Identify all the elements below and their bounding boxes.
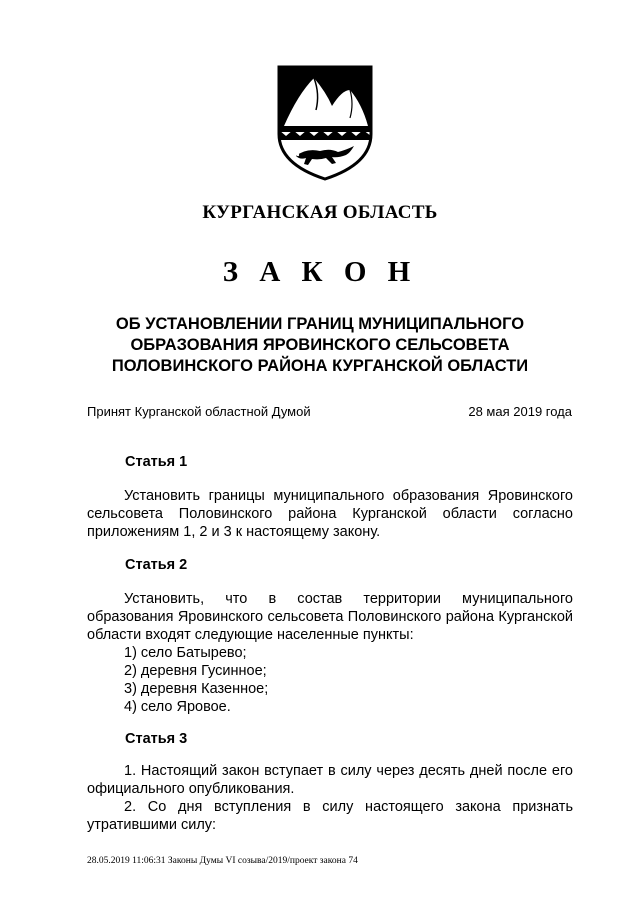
settlement-item: 3) деревня Казенное;: [124, 681, 269, 697]
article-heading: Статья 3: [125, 731, 188, 747]
article-text: Установить границы муниципального образования Яровинского сельсовета Половинского района Курганской области согласно приложениям 1, 2 и 3 к настоящему закону.: [87, 488, 573, 540]
coat-of-arms-icon: [276, 64, 374, 182]
article-clause: 2. Со дня вступления в силу настоящего закона признать утратившими силу:: [87, 799, 573, 833]
law-title-line: ПОЛОВИНСКОГО РАЙОНА КУРГАНСКОЙ ОБЛАСТИ: [111, 357, 529, 375]
article-heading: Статья 2: [125, 557, 188, 573]
law-title: [80, 314, 560, 377]
article-3-body: [87, 762, 573, 834]
adopted-by: Принят Курганской областной Думой: [87, 404, 311, 419]
settlement-item: 2) деревня Гусинное;: [124, 663, 267, 679]
settlement-item: 4) село Яровое.: [124, 699, 231, 715]
document-type: З А К О Н: [222, 256, 418, 288]
law-title-line: ОБРАЗОВАНИЯ ЯРОВИНСКОГО СЕЛЬСОВЕТА: [130, 336, 510, 354]
article-text: Установить, что в состав территории муниципального образования Яровинского сельсовета Половинского района Курганской области входят следующие населенные пункты:: [87, 591, 573, 643]
article-heading: Статья 1: [125, 454, 188, 470]
adoption-date: 28 мая 2019 года: [468, 404, 572, 419]
document-footer: 28.05.2019 11:06:31 Законы Думы VI созыва/2019/проект закона 74: [87, 856, 358, 866]
article-clause: 1. Настоящий закон вступает в силу через десять дней после его официального опубликования.: [87, 763, 573, 797]
article-2-body: [87, 590, 573, 716]
article-1-body: [87, 487, 573, 541]
settlement-item: 1) село Батырево;: [124, 645, 247, 661]
law-title-line: ОБ УСТАНОВЛЕНИИ ГРАНИЦ МУНИЦИПАЛЬНОГО: [115, 315, 525, 333]
region-name: КУРГАНСКАЯ ОБЛАСТЬ: [202, 202, 438, 223]
